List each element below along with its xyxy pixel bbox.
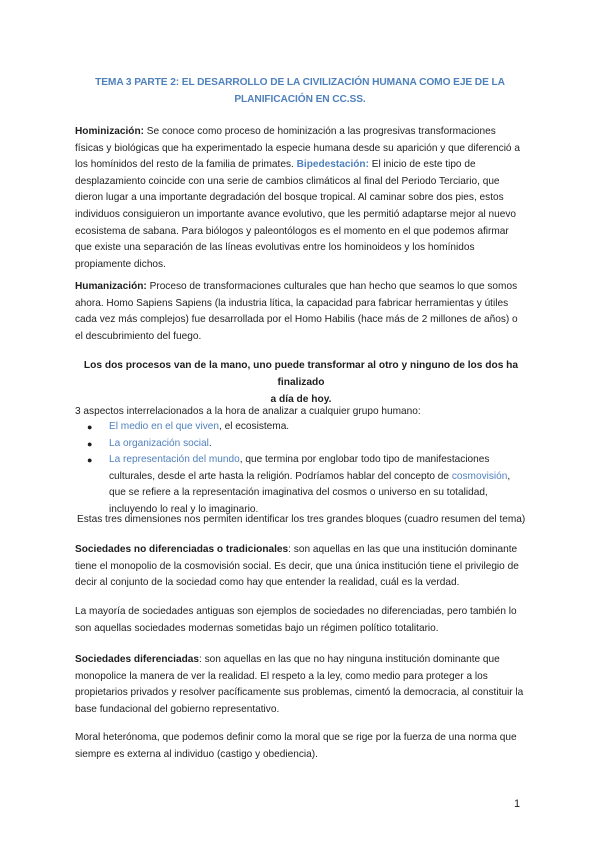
humanizacion-paragraph	[75, 279, 527, 345]
list-item	[75, 436, 527, 453]
aspectos-list	[75, 419, 527, 519]
bullet-icon: ●	[87, 422, 93, 432]
procesos-line-1: Los dos procesos van de la mano, uno puede transformar al otro y ninguno de los dos ha finalizado	[83, 360, 519, 388]
aspect-highlight: El medio en el que viven	[109, 421, 219, 432]
list-item	[75, 419, 527, 436]
humanizacion-term: Humanización:	[75, 281, 147, 292]
bullet-icon: ●	[87, 438, 93, 449]
cosmovision-term: cosmovisión	[451, 470, 508, 482]
aspect-highlight: La organización social	[109, 437, 209, 449]
aspect-text: , que termina por englobar todo tipo de manifestaciones culturales, desde el arte hasta la religión. Podríamos hablar del concepto de	[109, 454, 490, 482]
bipedestacion-text: El inicio de este tipo de desplazamiento coincide con una serie de cambios climáticos al final del Periodo Terciario, que dieron lugar a una importante degradación del bosque tropical. Al caminar sobre dos pies, estos individuos consiguieron un importante avance evolutivo, que les permitió adaptarse mejor al nuevo ecosistema de sabana. Para biólogos y paleontólogos es el momento en el que podemos afirmar que existe una separación de las líneas evolutivas entre los hominoideos y los homínidos propiamente dichos.	[75, 159, 517, 270]
list-item	[75, 452, 527, 518]
aspect-text: .	[208, 437, 212, 449]
procesos-line-2: a día de hoy.	[270, 394, 332, 405]
mayoria-paragraph: La mayoría de sociedades antiguas son ejemplos de sociedades no diferenciadas, pero también lo son aquellas sociedades modernas sometidas bajo un régimen político totalitario.	[75, 606, 517, 634]
bullet-icon: ●	[87, 455, 93, 466]
bipedestacion-term: Bipedestación:	[296, 159, 369, 171]
page-number: 1	[514, 798, 521, 810]
aspect-highlight: La representación del mundo	[109, 454, 240, 466]
hominizacion-paragraph	[75, 124, 527, 273]
page-title	[60, 74, 540, 108]
aspectos-intro: 3 aspectos interrelacionados a la hora de analizar a cualquier grupo humano:	[75, 406, 421, 417]
diferenciadas-text: : son aquellas en las que no hay ninguna institución dominante que monopolice la manera de ver la realidad. El respeto a la ley, como medio para proteger a los propietarios privados y resolver pacíficamente sus problemas, cimentó la democracia, al constituir la base fundacional del gobierno representativo.	[75, 654, 524, 715]
hominizacion-text: Se conoce como proceso de hominización a las progresivas transformaciones físicas y biológicas que ha experimentado la especie humana desde su aparición y que diferenció a los homínidos del resto de la familia de primates.	[75, 126, 520, 171]
diferenciadas-term: Sociedades diferenciadas	[75, 654, 199, 665]
humanizacion-text: Proceso de transformaciones culturales que han hecho que seamos lo que somos ahora. Homo Sapiens Sapiens (la industria lítica, la capacidad para fabricar herramientas y útiles cada vez más complejos) fue desarrollada por el Homo Habilis (hace más de 2 millones de años) o el descubrimiento del fuego.	[75, 281, 518, 342]
procesos-statement	[70, 357, 532, 408]
aspect-text: , el ecosistema.	[218, 421, 290, 432]
no-diferenciadas-text: : son aquellas en las que una institución dominante tiene el monopolio de la cosmovisión social. Es decir, que una única institución tiene el privilegio de decir al conjunto de la sociedad como hay que entender la realidad, cuál es la verdad.	[75, 544, 519, 589]
title-line-1: TEMA 3 PARTE 2: EL DESARROLLO DE LA CIVILIZACIÓN HUMANA COMO EJE DE LA	[95, 77, 505, 88]
no-diferenciadas-term: Sociedades no diferenciadas o tradicionales	[75, 544, 289, 555]
hominizacion-term: Hominización:	[75, 126, 144, 137]
aspect-text-continued: , que se refiere a la representación imaginativa del cosmos o universo en su totalidad, incluyendo lo real y lo imaginario.	[109, 470, 511, 515]
moral-paragraph: Moral heterónoma, que podemos definir como la moral que se rige por la fuerza de una norma que siempre es externa al individuo (castigo y obediencia).	[75, 732, 517, 760]
no-diferenciadas-paragraph	[75, 542, 527, 592]
title-line-2: PLANIFICACIÓN EN CC.SS.	[234, 94, 366, 105]
aspectos-closing: Estas tres dimensiones nos permiten identificar los tres grandes bloques (cuadro resumen del tema)	[77, 514, 526, 525]
diferenciadas-paragraph	[75, 652, 527, 718]
